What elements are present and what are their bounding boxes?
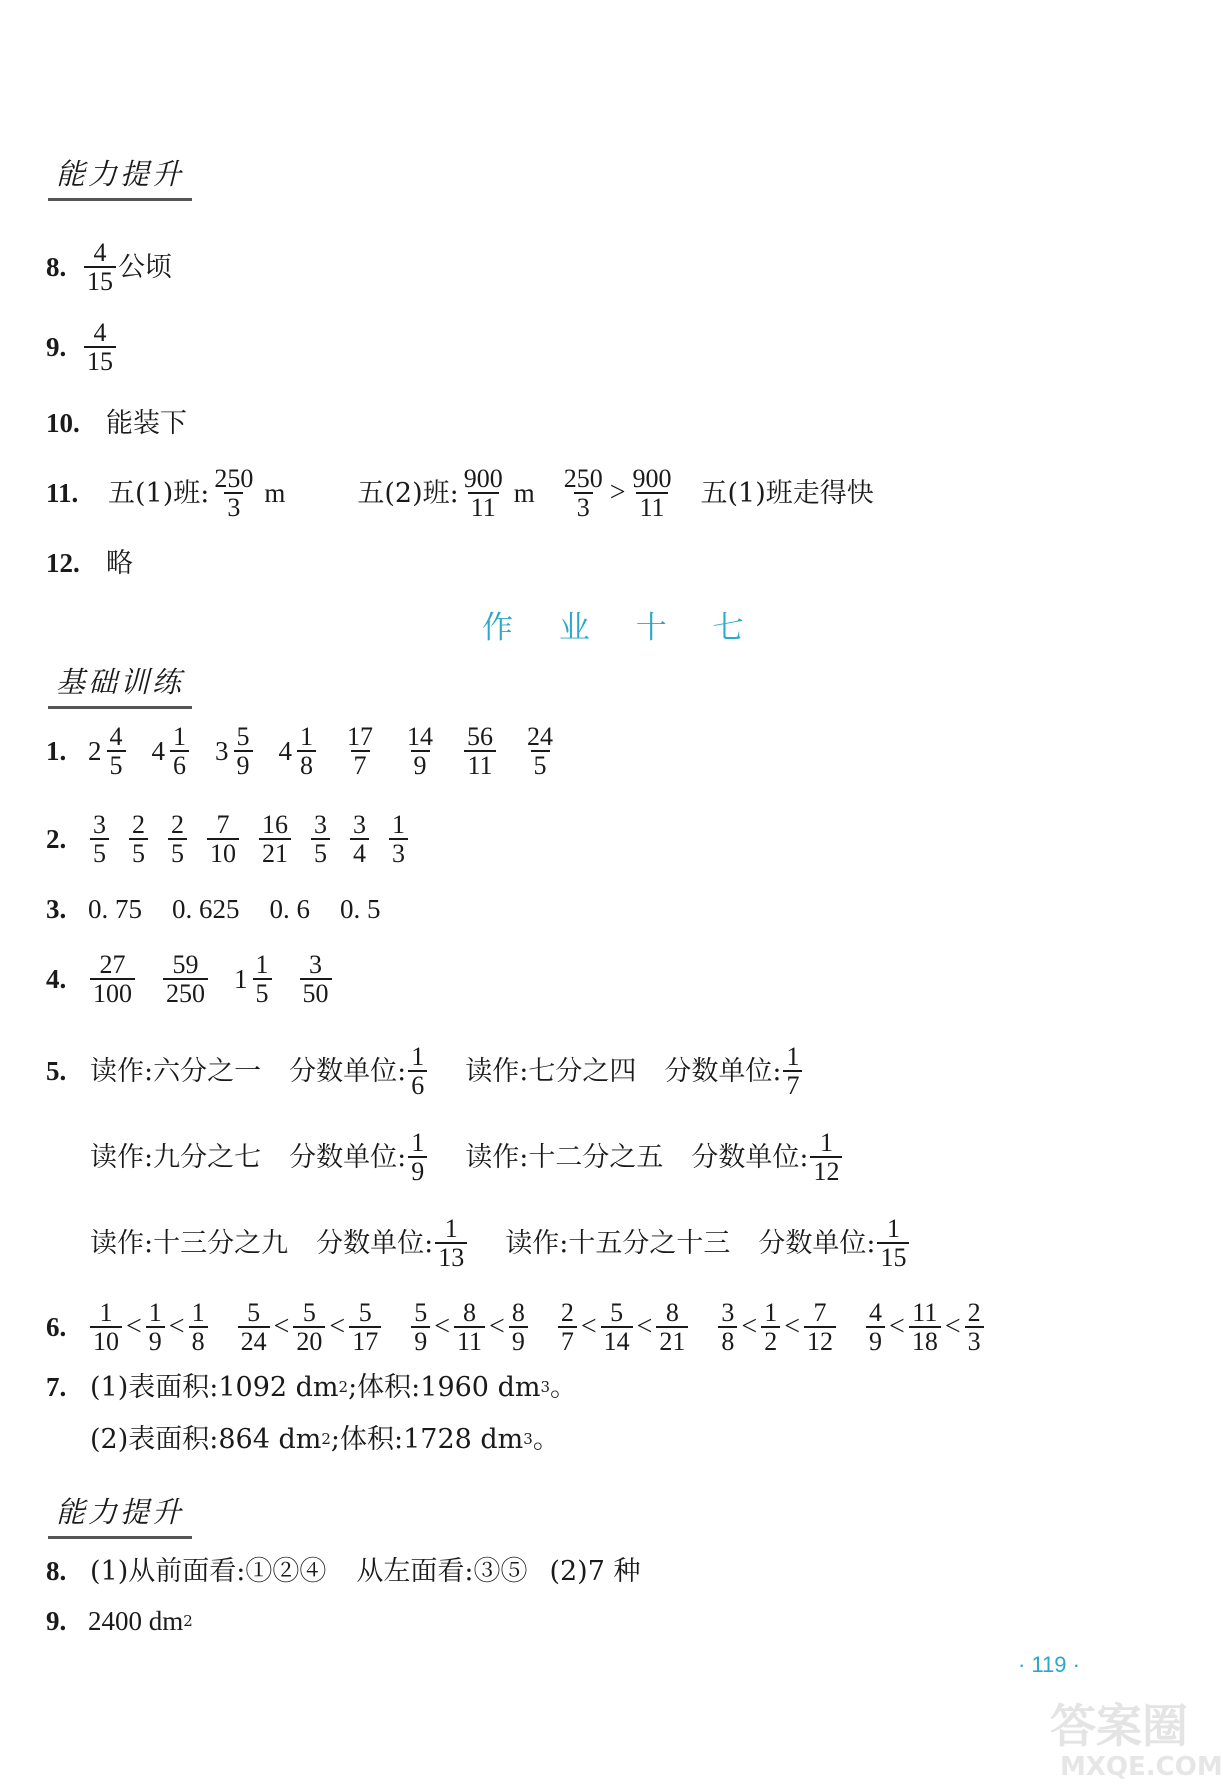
- denominator: 5: [311, 838, 330, 867]
- denominator: 24: [238, 1326, 270, 1355]
- denominator: 5: [253, 978, 272, 1007]
- left-view-text: 从左面看:③⑤: [356, 1555, 528, 1587]
- fraction: [211, 465, 256, 522]
- read-label: 读作:: [90, 1227, 154, 1259]
- fraction: [509, 1299, 528, 1356]
- fraction-comparisons: [88, 1299, 986, 1356]
- fraction: [84, 239, 116, 296]
- read-unit-row: [90, 1043, 804, 1100]
- period: 。: [532, 1423, 560, 1455]
- less-than-symbol: <: [741, 1311, 758, 1342]
- question-number: 8.: [46, 1555, 67, 1586]
- denominator: 5: [168, 838, 187, 867]
- section-heading-ability-2: [56, 1490, 184, 1531]
- fraction: [524, 723, 556, 780]
- denominator: 21: [656, 1326, 688, 1355]
- period: 。: [550, 1371, 577, 1403]
- heading-underline: [48, 1536, 192, 1539]
- denominator: 14: [601, 1326, 633, 1355]
- numerator: 3: [353, 809, 366, 839]
- numerator: 1: [255, 949, 269, 979]
- denominator: 5: [90, 838, 109, 867]
- front-view-text: (1)从前面看:①②④: [90, 1555, 327, 1587]
- unit-label: 分数单位:: [691, 1141, 809, 1173]
- denominator: 250: [163, 978, 208, 1007]
- unit-label: 分数单位:: [664, 1055, 782, 1087]
- numerator: 250: [214, 463, 254, 493]
- fraction-list: [88, 811, 410, 868]
- less-than-symbol: <: [889, 1311, 905, 1342]
- fraction: [234, 723, 253, 780]
- heading-underline: [48, 706, 192, 709]
- fraction: [389, 811, 408, 868]
- denominator: 11: [636, 492, 667, 521]
- section-heading-text: 能力提升: [56, 157, 185, 191]
- fraction: [163, 951, 208, 1008]
- whole-number: 1: [234, 963, 248, 994]
- numerator: 4: [109, 721, 123, 751]
- area-text: 2400 dm: [88, 1605, 184, 1636]
- whole-number: 4: [151, 735, 165, 766]
- denominator: 8: [297, 750, 316, 779]
- read-unit-row: [90, 1129, 844, 1186]
- numerator: 7: [216, 809, 230, 839]
- denominator: 9: [509, 1326, 528, 1355]
- numerator: 8: [511, 1297, 525, 1327]
- question-number: 4.: [46, 963, 67, 994]
- read-text: 十五分之十三: [568, 1227, 731, 1259]
- numerator: 2: [132, 809, 145, 839]
- question-number: 6.: [46, 1311, 67, 1342]
- answer-5-row: [90, 1208, 911, 1278]
- fraction: [90, 1299, 122, 1356]
- numerator: 1: [99, 1297, 113, 1327]
- numerator: 1: [191, 1297, 205, 1327]
- unit-label: 分数单位:: [316, 1227, 434, 1259]
- denominator: 11: [468, 492, 499, 521]
- denominator: 3: [574, 492, 593, 521]
- read-text: 六分之一: [153, 1055, 262, 1087]
- denominator: 21: [259, 838, 291, 867]
- answer-5-row: [90, 1122, 844, 1192]
- fraction: [238, 1299, 270, 1356]
- fraction: [656, 1299, 688, 1356]
- fraction: [300, 951, 332, 1008]
- answer-text: 略: [106, 547, 133, 579]
- whole-number: 4: [278, 735, 292, 766]
- denominator: 12: [804, 1326, 836, 1355]
- question-number: 5.: [46, 1055, 67, 1086]
- answer-7-line: [90, 1414, 560, 1464]
- numerator: 3: [93, 809, 106, 839]
- denominator: 100: [90, 978, 135, 1007]
- answer-8b: [46, 1546, 640, 1596]
- denominator: 7: [558, 1326, 577, 1355]
- denominator: 9: [408, 1156, 427, 1185]
- less-than-symbol: <: [126, 1311, 142, 1342]
- read-text: 七分之四: [528, 1055, 637, 1087]
- answer-1: [46, 716, 558, 786]
- numerator: 27: [99, 949, 126, 979]
- fraction-list: [88, 951, 334, 1008]
- fraction: [350, 811, 369, 868]
- fraction: [408, 1043, 427, 1100]
- question-number: 9.: [46, 1605, 67, 1636]
- denominator: 11: [464, 750, 495, 779]
- numerator: 900: [463, 463, 503, 493]
- denominator: 9: [146, 1326, 165, 1355]
- page-number: · 119 ·: [1018, 1652, 1080, 1677]
- watermark-url: MXQE.COM: [1060, 1752, 1223, 1782]
- question-number: 3.: [46, 893, 67, 924]
- numerator: 4: [93, 237, 107, 267]
- question-number: 8.: [46, 251, 67, 282]
- fraction: [90, 951, 135, 1008]
- numerator: 8: [463, 1297, 476, 1327]
- fraction: [170, 723, 189, 780]
- less-than-symbol: <: [784, 1311, 801, 1342]
- unit-text: 公顷: [118, 251, 172, 283]
- denominator: 4: [350, 838, 369, 867]
- read-unit-row: [90, 1215, 911, 1272]
- section-heading-text: 能力提升: [56, 1495, 185, 1529]
- answer-7-line: [46, 1362, 577, 1412]
- question-number: 7.: [46, 1371, 67, 1402]
- fraction: [601, 1299, 633, 1356]
- fraction: [207, 811, 239, 868]
- denominator: 11: [454, 1326, 485, 1355]
- fraction: [253, 951, 272, 1008]
- numerator: 59: [172, 949, 199, 979]
- numerator: 5: [247, 1297, 261, 1327]
- denominator: 5: [531, 750, 550, 779]
- answer-6: [46, 1292, 986, 1362]
- numerator: 3: [721, 1297, 735, 1327]
- denominator: 15: [877, 1242, 909, 1271]
- read-label: 读作:: [90, 1141, 154, 1173]
- answer-10a: [46, 388, 187, 458]
- fraction: [146, 1299, 165, 1356]
- conclusion-text: 五(1)班走得快: [700, 477, 874, 509]
- numerator: 1: [819, 1127, 833, 1157]
- numerator: 4: [869, 1297, 883, 1327]
- volume-text: ;体积:1960 dm: [348, 1371, 541, 1403]
- denominator: 8: [189, 1326, 208, 1355]
- section-heading-basic: [56, 660, 184, 701]
- read-text: 九分之七: [153, 1141, 262, 1173]
- read-label: 读作:: [465, 1055, 529, 1087]
- fraction: [718, 1299, 737, 1356]
- decimal-value: 0. 625: [172, 893, 240, 924]
- denominator: 10: [90, 1326, 122, 1355]
- answer-4: [46, 944, 334, 1014]
- question-number: 12.: [46, 547, 80, 578]
- question-number: 11.: [46, 477, 79, 508]
- fraction: [909, 1299, 941, 1356]
- denominator: 7: [351, 750, 370, 779]
- denominator: 5: [107, 750, 126, 779]
- answer-text: 能装下: [106, 407, 187, 439]
- decimal-value: 0. 75: [88, 893, 142, 924]
- numerator: 1: [411, 1127, 425, 1157]
- denominator: 15: [84, 266, 116, 295]
- numerator: 5: [610, 1297, 624, 1327]
- denominator: 9: [411, 1326, 430, 1355]
- numerator: 1: [764, 1297, 778, 1327]
- numerator: 17: [347, 721, 373, 751]
- numerator: 2: [560, 1297, 574, 1327]
- read-text: 十三分之九: [153, 1227, 289, 1259]
- numerator: 56: [467, 721, 493, 751]
- numerator: 5: [414, 1297, 428, 1327]
- denominator: 2: [761, 1326, 780, 1355]
- numerator: 7: [813, 1297, 827, 1327]
- assignment-title: 作 业 十 七: [482, 610, 762, 646]
- fraction: [411, 1299, 430, 1356]
- denominator: 5: [129, 838, 148, 867]
- fraction: [965, 1299, 984, 1356]
- denominator: 13: [435, 1242, 467, 1271]
- numerator: 4: [93, 317, 107, 347]
- fraction: [561, 465, 606, 522]
- surface-area-text: (1)表面积:1092 dm: [90, 1371, 339, 1403]
- fraction: [435, 1215, 467, 1272]
- denominator: 10: [207, 838, 239, 867]
- fraction: [804, 1299, 836, 1356]
- answer-3: [46, 874, 381, 944]
- superscript: 3: [523, 1430, 533, 1448]
- unit-label: 分数单位:: [758, 1227, 876, 1259]
- fraction: [866, 1299, 885, 1356]
- numerator: 5: [358, 1297, 372, 1327]
- denominator: 3: [965, 1326, 984, 1355]
- greater-than-symbol: >: [609, 477, 626, 508]
- question-number: 1.: [46, 735, 67, 766]
- answer-2: [46, 804, 410, 874]
- denominator: 7: [783, 1070, 802, 1099]
- answer-8a: [46, 232, 172, 302]
- fraction: [404, 723, 436, 780]
- fraction: [90, 811, 109, 868]
- section-heading-text: 基础训练: [56, 665, 185, 699]
- surface-area-text: (2)表面积:864 dm: [90, 1423, 322, 1455]
- denominator: 9: [411, 750, 430, 779]
- read-label: 读作:: [505, 1227, 569, 1259]
- fraction: [189, 1299, 208, 1356]
- fraction: [84, 319, 116, 376]
- read-label: 读作:: [90, 1055, 154, 1087]
- denominator: 20: [293, 1326, 325, 1355]
- less-than-symbol: <: [580, 1311, 597, 1342]
- fraction: [129, 811, 148, 868]
- fraction: [454, 1299, 485, 1356]
- fraction: [558, 1299, 577, 1356]
- denominator: 8: [718, 1326, 737, 1355]
- fraction: [464, 723, 496, 780]
- numerator: 14: [407, 721, 433, 751]
- unit-text: m: [264, 477, 286, 508]
- unit-label: 分数单位:: [289, 1055, 407, 1087]
- answer-12a: [46, 528, 133, 598]
- superscript: 3: [540, 1378, 550, 1396]
- numerator: 1: [300, 721, 313, 751]
- fraction: [311, 811, 330, 868]
- fraction: [877, 1215, 909, 1272]
- read-text: 十二分之五: [528, 1141, 664, 1173]
- denominator: 9: [234, 750, 253, 779]
- numerator: 250: [563, 463, 603, 493]
- section-heading-ability: [56, 152, 184, 193]
- count-text: (2)7 种: [549, 1555, 641, 1587]
- fraction: [630, 465, 675, 522]
- volume-text: ;体积:1728 dm: [330, 1423, 524, 1455]
- superscript: 2: [338, 1378, 349, 1396]
- class-label: 五(2)班:: [357, 477, 459, 509]
- denominator: 3: [224, 492, 243, 521]
- numerator: 1: [411, 1041, 425, 1071]
- numerator: 5: [302, 1297, 316, 1327]
- denominator: 9: [866, 1326, 885, 1355]
- numerator: 5: [236, 721, 250, 751]
- numerator: 900: [632, 463, 672, 493]
- question-number: 2.: [46, 823, 67, 854]
- superscript: 2: [321, 1430, 331, 1448]
- less-than-symbol: <: [273, 1311, 290, 1342]
- answer-11a: [46, 458, 874, 528]
- less-than-symbol: <: [489, 1311, 505, 1342]
- denominator: 15: [84, 346, 116, 375]
- numerator: 3: [314, 809, 327, 839]
- numerator: 1: [786, 1041, 800, 1071]
- unit-label: 分数单位:: [289, 1141, 407, 1173]
- fraction: [259, 811, 291, 868]
- question-number: 9.: [46, 331, 67, 362]
- denominator: 12: [810, 1156, 842, 1185]
- unit-text: m: [513, 477, 535, 508]
- numerator: 11: [912, 1297, 938, 1327]
- denominator: 18: [909, 1326, 941, 1355]
- whole-number: 2: [88, 735, 102, 766]
- numerator: 1: [148, 1297, 162, 1327]
- fraction: [344, 723, 376, 780]
- less-than-symbol: <: [944, 1311, 961, 1342]
- mixed-number-list: [88, 723, 558, 780]
- fraction: [783, 1043, 802, 1100]
- numerator: 3: [309, 949, 322, 979]
- numerator: 1: [173, 721, 186, 751]
- decimal-value: 0. 5: [340, 893, 381, 924]
- superscript: 2: [183, 1612, 193, 1630]
- fraction: [349, 1299, 381, 1356]
- denominator: 6: [408, 1070, 427, 1099]
- fraction: [408, 1129, 427, 1186]
- numerator: 1: [392, 809, 405, 839]
- numerator: 16: [262, 809, 288, 839]
- denominator: 6: [170, 750, 189, 779]
- decimal-value: 0. 6: [269, 893, 310, 924]
- fraction: [761, 1299, 780, 1356]
- numerator: 24: [527, 721, 553, 751]
- numerator: 2: [171, 809, 184, 839]
- denominator: 17: [349, 1326, 381, 1355]
- less-than-symbol: <: [168, 1311, 185, 1342]
- fraction: [168, 811, 187, 868]
- class-label: 五(1)班:: [108, 477, 210, 509]
- fraction: [810, 1129, 842, 1186]
- answer-9b: [46, 1596, 193, 1646]
- numerator: 8: [665, 1297, 679, 1327]
- fraction: [293, 1299, 325, 1356]
- fraction: [461, 465, 506, 522]
- answer-5-row: [46, 1036, 804, 1106]
- numerator: 2: [967, 1297, 981, 1327]
- less-than-symbol: <: [434, 1311, 450, 1342]
- numerator: 1: [886, 1213, 900, 1243]
- watermark-logo: 答案圈: [1050, 1699, 1188, 1753]
- numerator: 1: [444, 1213, 458, 1243]
- denominator: 50: [300, 978, 332, 1007]
- fraction: [107, 723, 126, 780]
- heading-underline: [48, 198, 192, 201]
- whole-number: 3: [215, 735, 229, 766]
- answer-9a: [46, 312, 118, 382]
- question-number: 10.: [46, 407, 80, 438]
- less-than-symbol: <: [329, 1311, 346, 1342]
- less-than-symbol: <: [636, 1311, 653, 1342]
- fraction: [297, 723, 316, 780]
- read-label: 读作:: [465, 1141, 529, 1173]
- denominator: 3: [389, 838, 408, 867]
